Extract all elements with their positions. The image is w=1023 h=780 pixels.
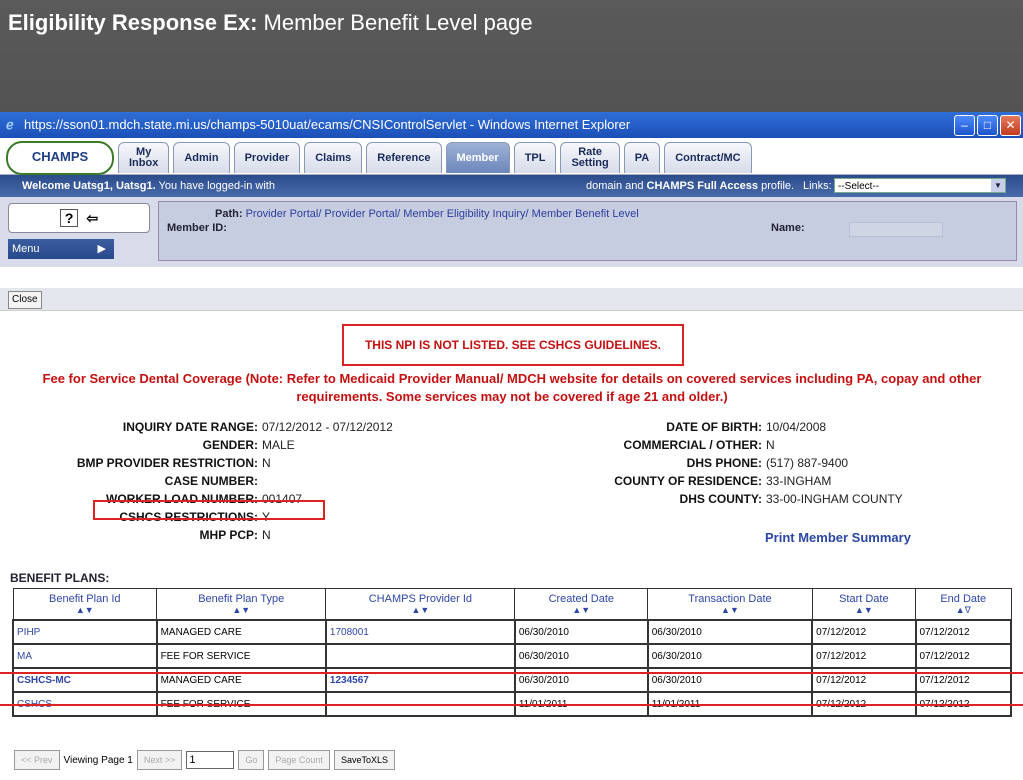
info-label: DATE OF BIRTH: bbox=[666, 420, 762, 434]
table-cell: MANAGED CARE bbox=[157, 620, 326, 644]
exit-icon[interactable]: ⇦ bbox=[86, 209, 99, 226]
table-cell[interactable]: 1708001 bbox=[326, 620, 515, 644]
table-cell: 06/30/2010 bbox=[648, 644, 812, 668]
info-label: DHS COUNTY: bbox=[679, 492, 762, 506]
main-content bbox=[0, 288, 1023, 780]
page-count-button[interactable]: Page Count bbox=[268, 750, 330, 770]
save-to-xls-button[interactable]: SaveToXLS bbox=[334, 750, 395, 770]
column-header[interactable]: End Date ▲∇ bbox=[916, 589, 1012, 621]
champs-logo: CHAMPS bbox=[6, 141, 114, 175]
table-cell: 07/12/2012 bbox=[916, 644, 1012, 668]
welcome-bar bbox=[0, 175, 1023, 197]
ie-icon: ℯ bbox=[6, 117, 14, 132]
info-label: INQUIRY DATE RANGE: bbox=[122, 420, 258, 434]
table-cell: 06/30/2010 bbox=[648, 668, 812, 692]
column-header[interactable]: Benefit Plan Type ▲▼ bbox=[157, 589, 326, 621]
info-value: 001407 bbox=[262, 492, 303, 506]
window-titlebar bbox=[0, 112, 1023, 138]
column-header[interactable]: Benefit Plan Id ▲▼ bbox=[13, 589, 157, 621]
welcome-profile: domain and CHAMPS Full Access profile. bbox=[586, 180, 795, 192]
chevron-down-icon: ▼ bbox=[991, 179, 1005, 192]
path-area bbox=[0, 197, 1023, 267]
tab-contract-mc[interactable]: Contract/MC bbox=[664, 142, 751, 173]
tab-pa[interactable]: PA bbox=[624, 142, 660, 173]
table-row bbox=[13, 620, 1011, 644]
tab-provider[interactable]: Provider bbox=[234, 142, 301, 173]
table-cell bbox=[326, 692, 515, 716]
path-panel bbox=[158, 201, 1017, 261]
table-cell: 06/30/2010 bbox=[515, 620, 648, 644]
maximize-icon[interactable]: □ bbox=[977, 115, 998, 136]
info-value: MALE bbox=[262, 438, 295, 452]
info-row bbox=[0, 526, 393, 544]
name-label: Name: bbox=[771, 222, 805, 234]
info-value: 33-INGHAM bbox=[766, 474, 832, 488]
column-header[interactable]: Start Date ▲▼ bbox=[812, 589, 915, 621]
close-button[interactable]: Close bbox=[8, 291, 42, 309]
table-row bbox=[13, 644, 1011, 668]
table-cell: FEE FOR SERVICE bbox=[157, 644, 326, 668]
nav-tabs bbox=[118, 142, 752, 173]
cshcs-highlight bbox=[93, 500, 325, 520]
column-header[interactable]: CHAMPS Provider Id ▲▼ bbox=[326, 589, 515, 621]
member-id-label: Member ID: bbox=[167, 222, 227, 234]
info-value: (517) 887-9400 bbox=[766, 456, 849, 470]
info-label: GENDER: bbox=[202, 438, 258, 452]
info-value: 33-00-INGHAM COUNTY bbox=[766, 492, 903, 506]
next-button[interactable]: Next >> bbox=[137, 750, 183, 770]
table-cell: 07/12/2012 bbox=[916, 692, 1012, 716]
menu-button[interactable]: Menu ▶ bbox=[8, 239, 114, 259]
info-label: MHP PCP: bbox=[199, 528, 258, 542]
go-button[interactable]: Go bbox=[238, 750, 264, 770]
close-strip bbox=[0, 288, 1023, 311]
table-cell: 11/01/2011 bbox=[648, 692, 812, 716]
breadcrumb: Path: Provider Portal/ Provider Portal/ Member Eligibility Inquiry/ Member Benefit Level bbox=[215, 208, 639, 220]
info-value: N bbox=[262, 528, 271, 542]
table-row bbox=[13, 668, 1011, 692]
table-cell: 07/12/2012 bbox=[916, 668, 1012, 692]
info-label: CASE NUMBER: bbox=[164, 474, 258, 488]
breadcrumb-links[interactable]: Provider Portal/ Provider Portal/ Member Eligibility Inquiry/ Member Benefit Level bbox=[245, 208, 639, 220]
tab-reference[interactable]: Reference bbox=[366, 142, 441, 173]
welcome-user: Welcome Uatsg1, Uatsg1. bbox=[22, 180, 156, 192]
top-nav bbox=[0, 138, 1023, 175]
prev-button[interactable]: << Prev bbox=[14, 750, 60, 770]
info-row bbox=[0, 472, 903, 490]
sort-icon[interactable]: ▲▼ bbox=[721, 605, 739, 615]
tab-my[interactable]: My Inbox bbox=[118, 142, 169, 173]
table-cell: MANAGED CARE bbox=[157, 668, 326, 692]
table-row bbox=[13, 692, 1011, 716]
table-cell[interactable]: 1234567 bbox=[326, 668, 515, 692]
help-icon[interactable]: ? bbox=[60, 209, 79, 227]
table-cell: 06/30/2010 bbox=[515, 644, 648, 668]
info-value: 07/12/2012 - 07/12/2012 bbox=[262, 420, 393, 434]
info-label: BMP PROVIDER RESTRICTION: bbox=[76, 456, 258, 470]
sort-icon[interactable]: ▲▼ bbox=[572, 605, 591, 615]
info-value: N bbox=[262, 456, 271, 470]
table-cell: 07/12/2012 bbox=[812, 620, 915, 644]
info-label: COMMERCIAL / OTHER: bbox=[623, 438, 762, 452]
window-title: https://sson01.mdch.state.mi.us/champs-5010uat/ecams/CNSIControlServlet - Windows Internet Explorer bbox=[24, 117, 631, 132]
links-label: Links: bbox=[803, 180, 832, 192]
close-window-icon[interactable]: ✕ bbox=[1000, 115, 1021, 136]
sort-icon[interactable]: ▲▼ bbox=[854, 605, 873, 615]
tab-member[interactable]: Member bbox=[446, 142, 510, 173]
info-value: Y bbox=[262, 510, 271, 524]
viewing-page: Viewing Page 1 bbox=[63, 754, 133, 766]
table-cell[interactable]: CSHCS-MC bbox=[13, 668, 157, 692]
benefit-plans-table bbox=[12, 588, 1012, 717]
table-cell[interactable]: MA bbox=[13, 644, 157, 668]
tab-rate[interactable]: Rate Setting bbox=[560, 142, 619, 173]
info-value: 10/04/2008 bbox=[766, 420, 827, 434]
info-label: DHS PHONE: bbox=[686, 456, 762, 470]
coverage-note: Fee for Service Dental Coverage (Note: Refer to Medicaid Provider Manual/ MDCH website for details on covered services including PA, copay and other requirements. Some services may not be covered if age 21 and older.) bbox=[42, 371, 982, 404]
table-cell: 06/30/2010 bbox=[648, 620, 812, 644]
tab-admin[interactable]: Admin bbox=[173, 142, 229, 173]
table-cell bbox=[326, 644, 515, 668]
table-cell: FEE FOR SERVICE bbox=[157, 692, 326, 716]
welcome-logged: You have logged-in with bbox=[155, 180, 275, 192]
sort-icon[interactable]: ▲∇ bbox=[955, 604, 971, 615]
help-toolbar bbox=[8, 203, 150, 233]
tab-tpl[interactable]: TPL bbox=[514, 142, 557, 173]
info-label: COUNTY OF RESIDENCE: bbox=[614, 474, 762, 488]
table-cell[interactable]: PIHP bbox=[13, 620, 157, 644]
table-cell: 07/12/2012 bbox=[812, 692, 915, 716]
table-cell: 07/12/2012 bbox=[812, 644, 915, 668]
column-header[interactable]: Created Date ▲▼ bbox=[515, 589, 648, 621]
member-info-right bbox=[0, 418, 903, 508]
pager bbox=[14, 750, 395, 770]
triangle-right-icon: ▶ bbox=[97, 243, 106, 255]
table-cell: 06/30/2010 bbox=[515, 668, 648, 692]
minimize-icon[interactable]: – bbox=[954, 115, 975, 136]
info-label: WORKER LOAD NUMBER: bbox=[106, 492, 258, 506]
slide-title: Eligibility Response Ex: Member Benefit Level page bbox=[8, 10, 533, 35]
info-value: N bbox=[766, 438, 775, 452]
sort-icon[interactable]: ▲▼ bbox=[75, 605, 94, 615]
table-cell[interactable]: CSHCS bbox=[13, 692, 157, 716]
sort-icon[interactable]: ▲▼ bbox=[232, 605, 251, 615]
table-cell: 11/01/2011 bbox=[515, 692, 648, 716]
info-row bbox=[0, 454, 903, 472]
page-input[interactable]: 1 bbox=[186, 751, 234, 769]
benefit-plans-heading: BENEFIT PLANS: bbox=[10, 571, 110, 585]
table-cell: 07/12/2012 bbox=[916, 620, 1012, 644]
table-cell: 07/12/2012 bbox=[812, 668, 915, 692]
tab-claims[interactable]: Claims bbox=[304, 142, 362, 173]
column-header[interactable]: Transaction Date ▲▼ bbox=[648, 589, 812, 621]
npi-alert: THIS NPI IS NOT LISTED. SEE CSHCS GUIDELINES. bbox=[342, 324, 684, 366]
links-select[interactable]: --Select-- ▼ bbox=[834, 178, 1006, 193]
print-member-summary-link[interactable]: Print Member Summary bbox=[765, 530, 911, 545]
browser-window bbox=[0, 112, 1023, 780]
info-row bbox=[0, 418, 903, 436]
info-row bbox=[0, 436, 903, 454]
name-value bbox=[849, 222, 943, 237]
sort-icon[interactable]: ▲▼ bbox=[411, 605, 430, 615]
info-label: CSHCS RESTRICTIONS: bbox=[119, 510, 258, 524]
